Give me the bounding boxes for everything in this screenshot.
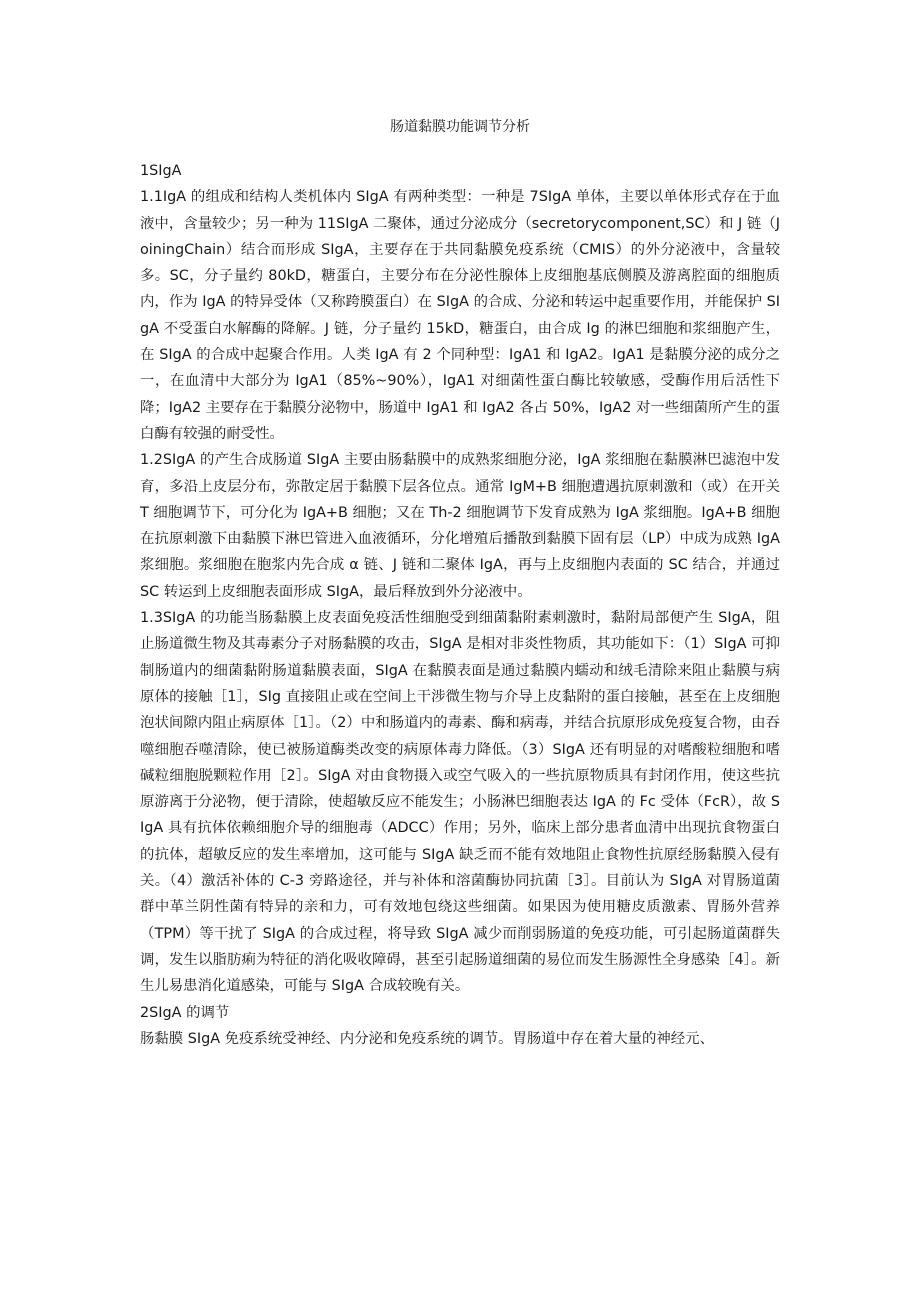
- paragraph-1-2: 1.2SIgA 的产生合成肠道 SIgA 主要由肠黏膜中的成熟浆细胞分泌，IgA 浆细胞在黏膜淋巴滤泡中发育，多沿上皮层分布，弥散定居于黏膜下层各位点。通常 IgM+B 细胞遭遇抗原刺激和（或）在开关 T 细胞调节下，可分化为 IgA+B 细胞；又在 Th-2 细胞调节下发育成熟为 IgA 浆细胞。IgA+B 细胞在抗原刺激下由黏膜下淋巴管进入血液循环，分化增殖后播散到黏膜下固有层（LP）中成为成熟 IgA 浆细胞。浆细胞在胞浆内先合成 α 链、J 链和二聚体 IgA，再与上皮细胞内表面的 SC 结合，并通过 SC 转运到上皮细胞表面形成 SIgA，最后释放到外分泌液中。: [140, 452, 780, 600]
- document-title: 肠道黏膜功能调节分析: [390, 119, 530, 135]
- section-heading-2: 2SIgA 的调节: [140, 1004, 230, 1021]
- paragraph-1-1: 1.1IgA 的组成和结构人类机体内 SIgA 有两种类型：一种是 7SIgA 单体，主要以单体形式存在于血液中，含量较少；另一种为 11SIgA 二聚体，通过分泌成分（secretorycomponent,SC）和 J 链（JoiningChain）结合而形成 SIgA，主要存在于共同黏膜免疫系统（CMIS）的外分泌液中，含量较多。SC，分子量约 80kD，糖蛋白，主要分布在分泌性腺体上皮细胞基底侧膜及游离腔面的细胞质内，作为 IgA 的特异受体（又称跨膜蛋白）在 SIgA 的合成、分泌和转运中起重要作用，并能保护 SIgA 不受蛋白水解酶的降解。J 链，分子量约 15kD，糖蛋白，由合成 Ig 的淋巴细胞和浆细胞产生，在 SIgA 的合成中起聚合作用。人类 IgA 有 2 个同种型：IgA1 和 IgA2。IgA1 是黏膜分泌的成分之一，在血清中大部分为 IgA1（85%~90%），IgA1 对细菌性蛋白酶比较敏感，受酶作用后活性下降；IgA2 主要存在于黏膜分泌物中，肠道中 IgA1 和 IgA2 各占 50%，IgA2 对一些细菌所产生的蛋白酶有较强的耐受性。: [140, 189, 780, 442]
- paragraph-1-3: 1.3SIgA 的功能当肠黏膜上皮表面免疫活性细胞受到细菌黏附素刺激时，黏附局部便产生 SIgA，阻止肠道微生物及其毒素分子对肠黏膜的攻击，SIgA 是相对非炎性物质，其功能如下：（1）SIgA 可抑制肠道内的细菌黏附肠道黏膜表面，SIgA 在黏膜表面是通过黏膜内蠕动和绒毛清除来阻止黏膜与病原体的接触［1］，SIg 直接阻止或在空间上干涉微生物与介导上皮黏附的蛋白接触，甚至在上皮细胞泡状间隙内阻止病原体［1］。（2）中和肠道内的毒素、酶和病毒，并结合抗原形成免疫复合物，由吞噬细胞吞噬清除，使已被肠道酶类改变的病原体毒力降低。（3）SIgA 还有明显的对嗜酸粒细胞和嗜碱粒细胞脱颗粒作用［2］。SIgA 对由食物摄入或空气吸入的一些抗原物质具有封闭作用，使这些抗原游离于分泌物，便于清除，使超敏反应不能发生；小肠淋巴细胞表达 IgA 的 Fc 受体（FcR），故 SIgA 具有抗体依赖细胞介导的细胞毒（ADCC）作用；另外，临床上部分患者血清中出现抗食物蛋白的抗体，超敏反应的发生率增加，这可能与 SIgA 缺乏而不能有效地阻止食物性抗原经肠黏膜入侵有关。（4）激活补体的 C-3 旁路途径，并与补体和溶菌酶协同抗菌［3］。目前认为 SIgA 对胃肠道菌群中革兰阴性菌有特异的亲和力，可有效地包绕这些细菌。如果因为使用糖皮质激素、胃肠外营养（TPM）等干扰了 SIgA 的合成过程，将导致 SIgA 减少而削弱肠道的免疫功能，可引起肠道菌群失调，发生以脂肪痢为特征的消化吸收障碍，甚至引起肠道细菌的易位而发生肠源性全身感染［4］。新生儿易患消化道感染，可能与 SIgA 合成较晚有关。: [140, 610, 780, 995]
- document-body: [140, 158, 780, 1052]
- paragraph-2-1: 肠黏膜 SIgA 免疫系统受神经、内分泌和免疫系统的调节。胃肠道中存在着大量的神经元、: [140, 1030, 714, 1047]
- section-heading-1: 1SIgA: [140, 163, 182, 179]
